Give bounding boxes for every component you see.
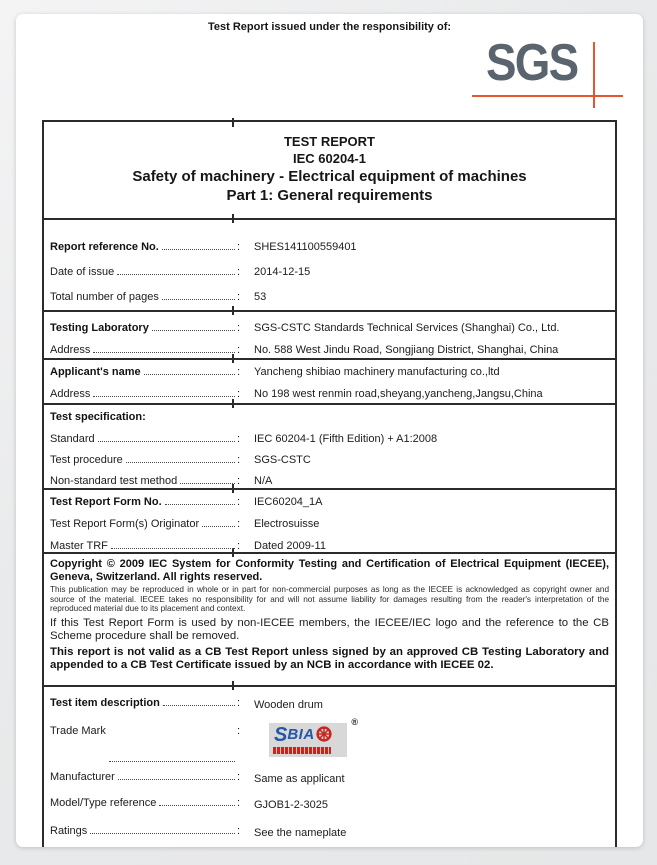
field-label: Date of issue bbox=[50, 265, 115, 278]
field-label: Ratings bbox=[50, 825, 88, 837]
title-part: Part 1: General requirements bbox=[226, 187, 433, 204]
colon: : bbox=[236, 240, 240, 253]
field-value: SGS-CSTC Standards Technical Services (Shanghai) Co., Ltd. bbox=[254, 322, 560, 334]
field-row-manufacturer bbox=[50, 765, 609, 789]
field-label: Address bbox=[50, 388, 91, 400]
field-row-standard bbox=[50, 428, 609, 449]
colon: : bbox=[236, 344, 240, 356]
copyright-fine-print: This publication may be reproduced in whole or in part for non-commercial purposes as long as the IECEE is acknowledged as copyright owner and source of the material. IECEE takes no responsibility for and will not assume liability for damages resulting from the reader's interpretation of the reproduced material due to its placement and context. bbox=[50, 585, 609, 614]
field-value: 2014-12-15 bbox=[254, 265, 311, 278]
trademark-logo bbox=[269, 717, 358, 757]
field-row-model-reference bbox=[50, 789, 609, 817]
report-table bbox=[42, 120, 617, 847]
field-row-ratings bbox=[50, 817, 609, 845]
field-value: 53 bbox=[254, 290, 267, 303]
field-value: Electrosuisse bbox=[254, 518, 320, 530]
section-test-specification bbox=[44, 403, 615, 488]
field-value: No 198 west renmin road,sheyang,yancheng,Jangsu,China bbox=[254, 388, 543, 400]
sgs-logo-vertical-line bbox=[593, 42, 595, 108]
field-label: Testing Laboratory bbox=[50, 322, 149, 334]
field-value: Yancheng shibiao machinery manufacturing co.,ltd bbox=[254, 366, 500, 378]
dotted-leader bbox=[152, 330, 235, 331]
field-value: No. 588 West Jindu Road, Songjiang District, Shanghai, China bbox=[254, 344, 559, 356]
colon: : bbox=[236, 290, 240, 303]
dotted-leader bbox=[126, 462, 235, 463]
field-row-trf-no bbox=[50, 491, 609, 513]
colon: : bbox=[236, 453, 240, 466]
field-label: Test procedure bbox=[50, 453, 123, 466]
field-label: Test Report Form No. bbox=[50, 496, 162, 508]
section-report-identity bbox=[44, 218, 615, 310]
colon: : bbox=[236, 725, 240, 737]
field-label: Standard bbox=[50, 432, 95, 445]
trademark-logo-band bbox=[273, 747, 331, 754]
colon: : bbox=[236, 265, 240, 278]
sgs-logo: SGS bbox=[486, 34, 578, 92]
colon: : bbox=[236, 697, 240, 709]
trademark-logo-text: S bbox=[274, 724, 288, 746]
colon: : bbox=[236, 496, 240, 508]
colon: : bbox=[236, 797, 240, 809]
colon: : bbox=[236, 518, 240, 530]
colon: : bbox=[236, 322, 240, 334]
dotted-leader bbox=[93, 396, 235, 397]
test-specification-heading: Test specification: bbox=[50, 411, 146, 423]
wheel-icon bbox=[316, 726, 332, 742]
field-label: Test item description bbox=[50, 697, 160, 709]
dotted-leader bbox=[109, 761, 235, 762]
copyright-heading: Copyright © 2009 IEC System for Conformity Testing and Certification of Electrical Equipment (IECEE), Geneva, Switzerland. All rights reserved. bbox=[50, 558, 609, 583]
field-label: Report reference No. bbox=[50, 240, 159, 253]
field-label: Total number of pages bbox=[50, 290, 159, 303]
colon: : bbox=[236, 366, 240, 378]
field-value: SHES141100559401 bbox=[254, 240, 357, 253]
colon: : bbox=[236, 771, 240, 783]
title-standard-name: Safety of machinery - Electrical equipment of machines bbox=[132, 168, 527, 185]
dotted-leader bbox=[162, 299, 235, 300]
report-page bbox=[16, 14, 643, 847]
field-value: IEC60204_1A bbox=[254, 496, 323, 508]
dotted-leader bbox=[117, 274, 235, 275]
field-row-applicant-address bbox=[50, 383, 609, 405]
field-label: Test Report Form(s) Originator bbox=[50, 518, 200, 530]
registered-trademark-icon: ® bbox=[351, 717, 358, 727]
field-value: Dated 2009-11 bbox=[254, 540, 326, 552]
field-label: Master TRF bbox=[50, 540, 108, 552]
field-label: Applicant's name bbox=[50, 366, 141, 378]
field-row-item-description bbox=[50, 689, 609, 717]
dotted-leader bbox=[118, 779, 235, 780]
field-row-trade-mark bbox=[50, 717, 609, 765]
field-row-report-reference bbox=[50, 234, 609, 259]
dotted-leader bbox=[180, 483, 235, 484]
field-row-date-of-issue bbox=[50, 259, 609, 284]
field-label: Trade Mark bbox=[50, 725, 106, 737]
title-standard-number: IEC 60204-1 bbox=[293, 151, 366, 166]
field-value: N/A bbox=[254, 474, 273, 487]
colon: : bbox=[236, 432, 240, 445]
field-row-applicant-name bbox=[50, 361, 609, 383]
section-copyright bbox=[44, 552, 615, 685]
section-test-item bbox=[44, 685, 615, 847]
field-row-testing-laboratory bbox=[50, 317, 609, 339]
colon: : bbox=[236, 540, 240, 552]
field-row-test-procedure bbox=[50, 449, 609, 470]
dotted-leader bbox=[93, 352, 235, 353]
field-value: Wooden drum bbox=[254, 699, 323, 711]
dotted-leader bbox=[111, 548, 235, 549]
field-label: Model/Type reference bbox=[50, 797, 157, 809]
dotted-leader bbox=[162, 249, 235, 250]
field-value: See the nameplate bbox=[254, 827, 347, 839]
title-test-report: TEST REPORT bbox=[283, 134, 375, 149]
colon: : bbox=[236, 388, 240, 400]
copyright-validity-note: This report is not valid as a CB Test Report unless signed by an approved CB Testing Laboratory and appended to a CB Test Certificate issued by an NCB in accordance with IECEE 02. bbox=[50, 645, 609, 671]
sgs-logo-horizontal-line bbox=[472, 95, 623, 97]
dotted-leader bbox=[90, 833, 235, 834]
section-test-report-form bbox=[44, 488, 615, 552]
title-block bbox=[44, 122, 615, 218]
trademark-logo-text: BIA bbox=[287, 726, 315, 743]
field-value: Same as applicant bbox=[254, 773, 345, 785]
copyright-removal-note: If this Test Report Form is used by non-IECEE members, the IECEE/IEC logo and the reference to the CB Scheme procedure shall be removed. bbox=[50, 616, 609, 642]
field-label: Manufacturer bbox=[50, 771, 115, 783]
field-label: Non-standard test method bbox=[50, 474, 178, 487]
colon: : bbox=[236, 474, 240, 487]
issued-under-note: Test Report issued under the responsibility of: bbox=[207, 21, 452, 33]
colon: : bbox=[236, 825, 240, 837]
field-label: Address bbox=[50, 344, 91, 356]
field-row-trf-originator bbox=[50, 513, 609, 535]
field-value: IEC 60204-1 (Fifth Edition) + A1:2008 bbox=[254, 432, 438, 445]
section-applicant bbox=[44, 358, 615, 403]
section-testing-laboratory bbox=[44, 310, 615, 358]
dotted-leader bbox=[98, 441, 235, 442]
field-value: GJOB1-2-3025 bbox=[254, 799, 328, 811]
field-row-total-pages bbox=[50, 284, 609, 309]
dotted-leader bbox=[202, 526, 235, 527]
field-value: SGS-CSTC bbox=[254, 453, 311, 466]
dotted-leader bbox=[163, 705, 235, 706]
dotted-leader bbox=[165, 504, 235, 505]
dotted-leader bbox=[144, 374, 235, 375]
dotted-leader bbox=[159, 805, 235, 806]
